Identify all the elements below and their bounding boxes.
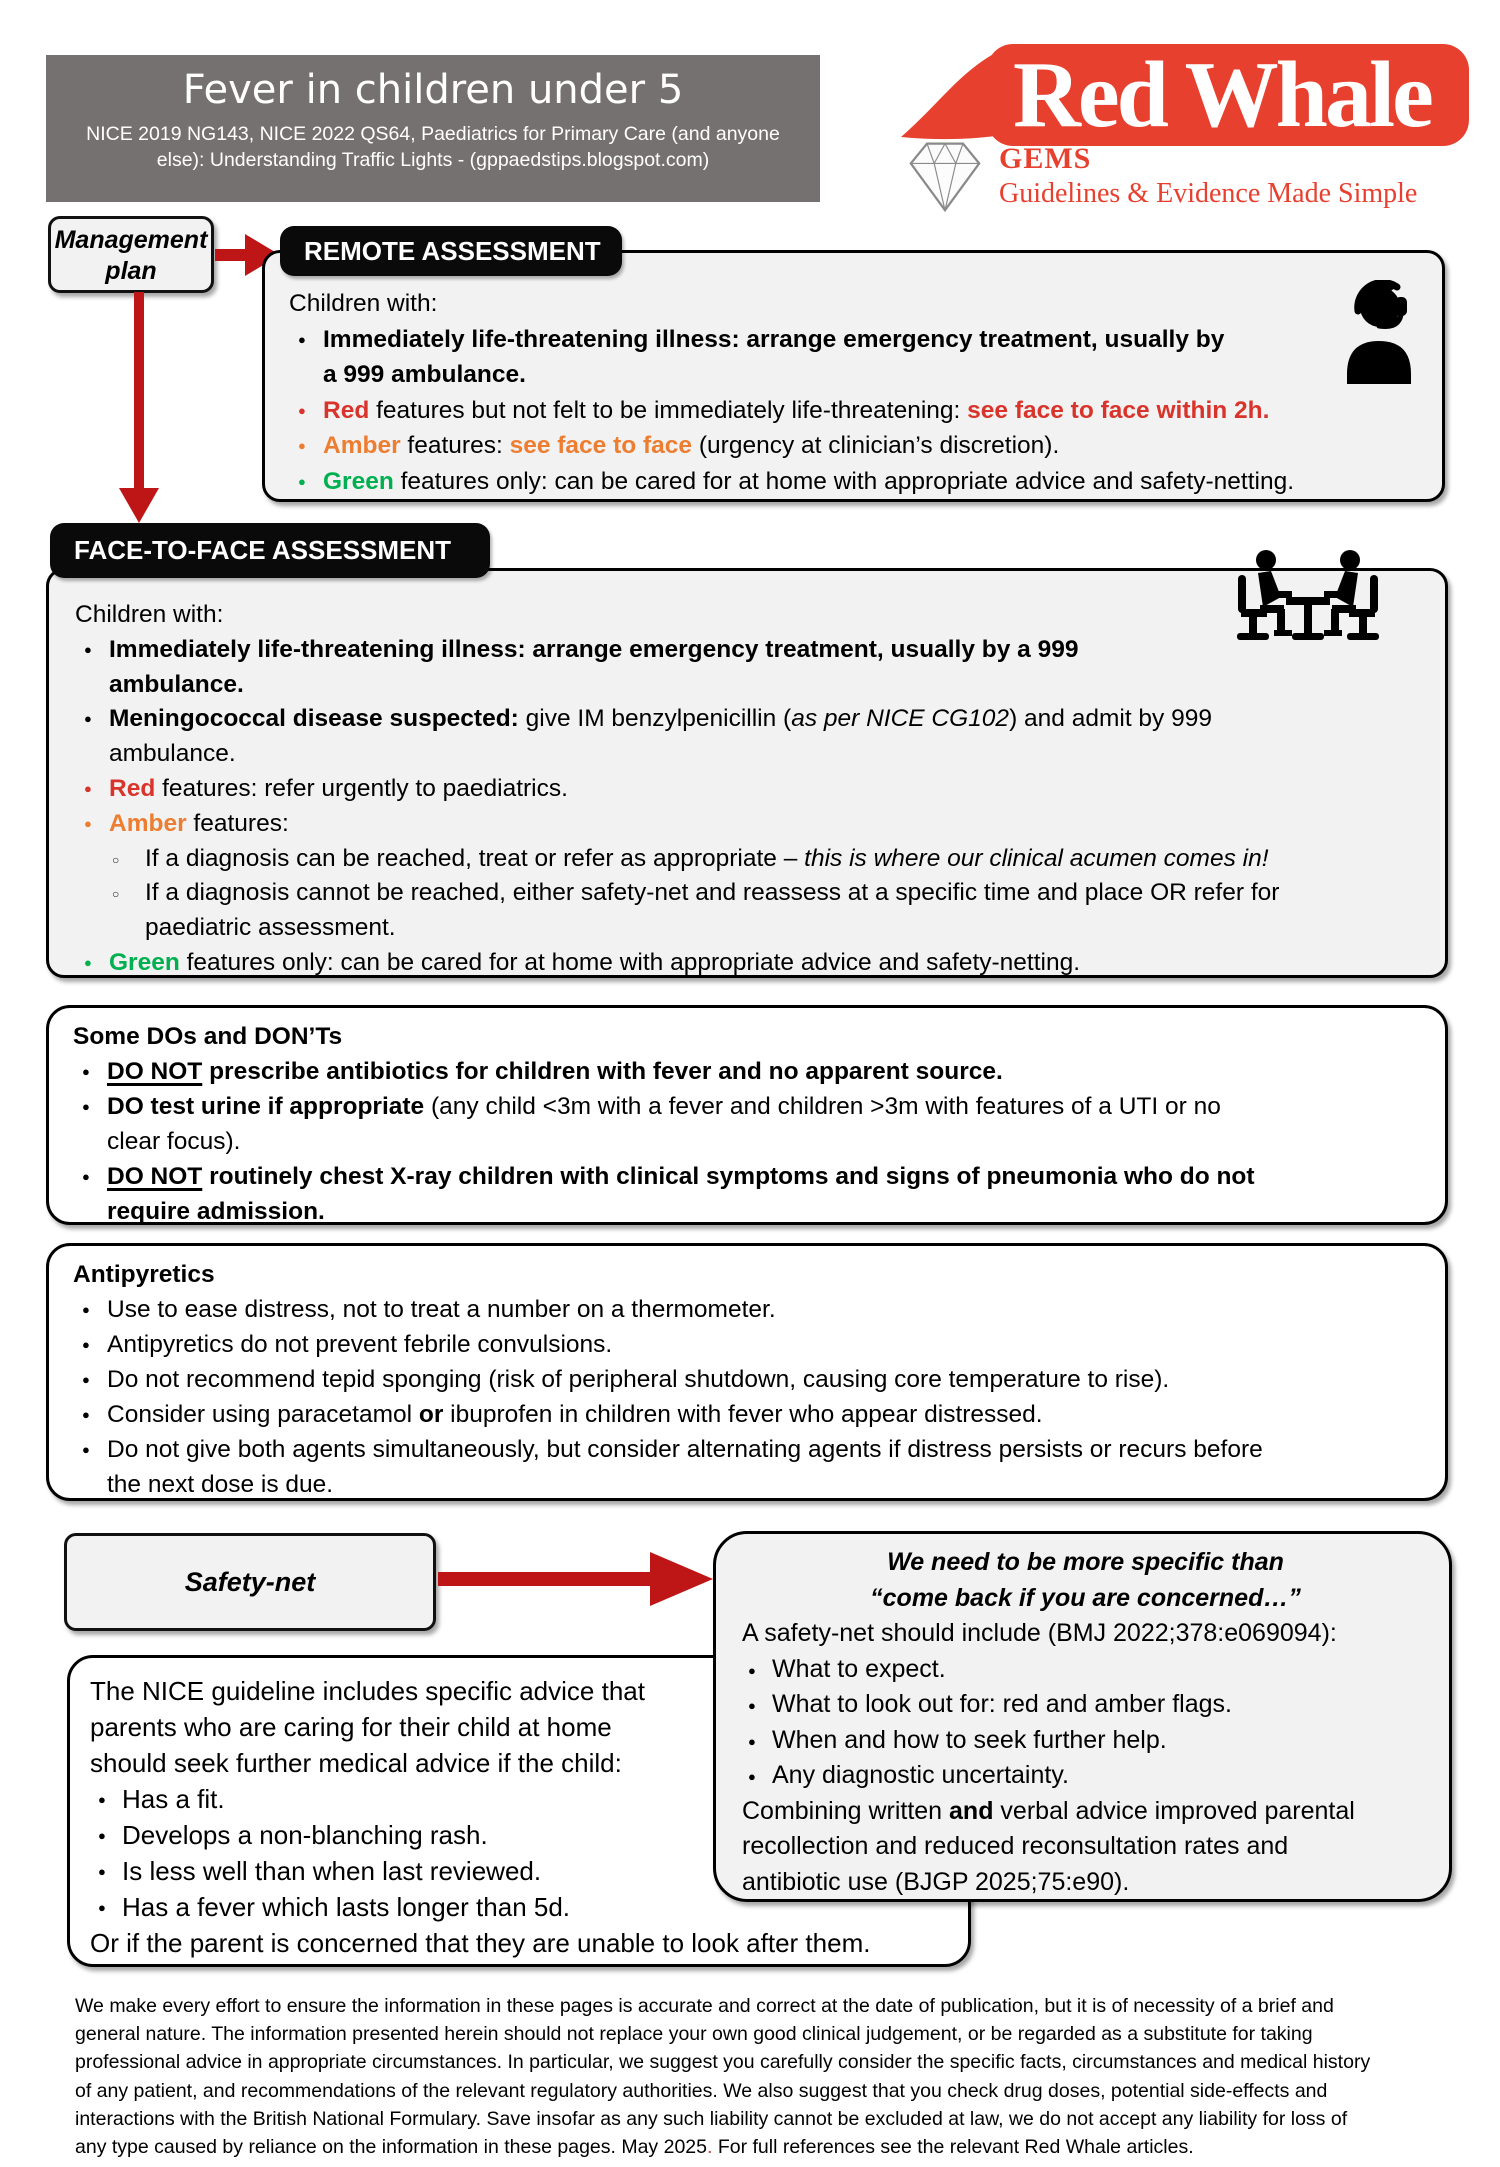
face-to-face-assessment-title: FACE-TO-FACE ASSESSMENT — [50, 523, 490, 578]
remote-bullet-red: ● Red features but not felt to be immediately life-threatening: see face to face within 2h. — [289, 393, 1424, 429]
gems-label: GEMS — [999, 142, 1092, 175]
antipyretics-bullet-alternating: ● Do not give both agents simultaneously, but consider alternating agents if distress persists or recurs before the next dose is due. — [73, 1432, 1421, 1502]
antipyretics-bullet-distress: ● Use to ease distress, not to treat a number on a thermometer. — [73, 1292, 1421, 1327]
disclaimer-line: general nature. The information presented herein should not replace your own good clinical judgement, or be regarded as a substitute for taking — [75, 2023, 1313, 2046]
redwhale-logo — [895, 30, 1473, 216]
remote-intro: Children with: — [289, 290, 438, 317]
page-header — [46, 55, 820, 202]
disclaimer-line: We make every effort to ensure the information in these pages is accurate and correct at the date of publication, but it is of necessity of a brief and — [75, 1995, 1334, 2017]
antipyretics-title: Antipyretics — [73, 1261, 215, 1288]
disclaimer-line: professional advice in appropriate circumstances. In particular, we suggest you carefully consider the specific facts, circumstances and medical history — [75, 2051, 1371, 2074]
face-bullet-life-threatening: ● Immediately life-threatening illness: arrange emergency treatment, usually by a 999 ambulance. — [75, 633, 1427, 703]
remote-assessment-box — [262, 250, 1445, 502]
safety-net-intro: A safety-net should include (BMJ 2022;378:e069094): — [742, 1619, 1337, 1647]
face-bullet-red: ● Red features: refer urgently to paediatrics. — [75, 772, 1427, 807]
page-subtitle: NICE 2019 NG143, NICE 2022 QS64, Paediatrics for Primary Care (and anyone else): Understanding Traffic Lights - (gppaedstips.blogspot.com) — [86, 123, 780, 171]
meeting-table-icon — [1228, 545, 1388, 657]
nice-advice-line: The NICE guideline includes specific advice that — [90, 1676, 645, 1706]
arrow-safety-net-icon — [438, 1550, 714, 1608]
right-person — [1324, 550, 1379, 640]
dos-bullet-no-antibiotics: ● DO NOT prescribe antibiotics for children with fever and no apparent source. — [73, 1054, 1421, 1089]
nice-bullet-less-well: ● Is less well than when last reviewed. — [90, 1853, 944, 1889]
dos-donts-box — [46, 1005, 1448, 1225]
dos-title: Some DOs and DON’Ts — [73, 1023, 343, 1050]
nice-bullet-fever-5d: ● Has a fever which lasts longer than 5d. — [90, 1889, 944, 1925]
face-bullet-meningococcal: ● Meningococcal disease suspected: give IM benzylpenicillin (as per NICE CG102) and admit by 999 ambulance. — [75, 702, 1427, 772]
safety-net-detail-box — [713, 1531, 1452, 1902]
face-bullet-amber: ● Amber features: — [75, 807, 1427, 842]
dos-bullet-no-xray: ● DO NOT routinely chest X-ray children with clinical symptoms and signs of pneumonia who do not require admission. — [73, 1159, 1421, 1229]
nice-advice-outro: Or if the parent is concerned that they are unable to look after them. — [90, 1928, 871, 1958]
nice-advice-line: parents who are caring for their child at home — [90, 1712, 612, 1742]
antipyretics-bullet-convulsions: ● Antipyretics do not prevent febrile convulsions. — [73, 1327, 1421, 1362]
safety-net-quote-line1: We need to be more specific than — [887, 1548, 1284, 1576]
safety-net-quote-line2: “come back if you are concerned…” — [870, 1583, 1301, 1612]
table — [1286, 597, 1330, 640]
nice-bullet-rash: ● Develops a non-blanching rash. — [90, 1817, 944, 1853]
nice-bullet-fit: ● Has a fit. — [90, 1781, 944, 1817]
face-amber-sub-diagnosis-not-reached: ○ If a diagnosis cannot be reached, either safety-net and reassess at a specific time and place OR refer for paediatric assessment. — [75, 876, 1427, 946]
disclaimer-line: any type caused by reliance on the information in these pages. May 2025. For full references see the relevant Red Whale articles. — [75, 2136, 1194, 2159]
antipyretics-box — [46, 1243, 1448, 1501]
face-intro: Children with: — [75, 601, 224, 628]
dos-bullet-test-urine: ● DO test urine if appropriate (any child <3m with a fever and children >3m with features of a UTI or no clear focus). — [73, 1089, 1421, 1159]
remote-assessment-title: REMOTE ASSESSMENT — [280, 226, 622, 276]
disclaimer-line: of any patient, and recommendations of the relevant regulatory authorities. We also suggest that you check drug doses, potential side-effects and — [75, 2079, 1328, 2102]
brand-tagline: Guidelines & Evidence Made Simple — [999, 178, 1418, 209]
safetynet-bullet-help: ● When and how to seek further help. — [742, 1723, 1429, 1759]
safetynet-bullet-uncertainty: ● Any diagnostic uncertainty. — [742, 1758, 1429, 1794]
safetynet-bullet-expect: ● What to expect. — [742, 1652, 1429, 1688]
brand-wordmark-text: Red Whale — [1013, 43, 1431, 147]
disclaimer — [75, 1992, 1475, 2161]
remote-bullet-green: ● Green features only: can be cared for at home with appropriate advice and safety-netting. — [289, 464, 1424, 500]
safety-net-box: Safety-net — [64, 1533, 436, 1631]
remote-bullet-amber: ● Amber features: see face to face (urgency at clinician’s discretion). — [289, 428, 1424, 464]
management-plan-box: Management plan — [48, 216, 214, 293]
face-amber-sub-diagnosis-reached: ○ If a diagnosis can be reached, treat or refer as appropriate – this is where our clinical acumen comes in! — [75, 842, 1427, 877]
safetynet-footer: Combining written and verbal advice improved parental recollection and reduced reconsultation rates and antibiotic use (BJGP 2025;75:e90). — [742, 1796, 1355, 1896]
page-title: Fever in children under 5 — [182, 67, 684, 113]
face-bullet-green: ● Green features only: can be cared for at home with appropriate advice and safety-netting. — [75, 946, 1427, 981]
antipyretics-bullet-sponging: ● Do not recommend tepid sponging (risk of peripheral shutdown, causing core temperature to rise). — [73, 1362, 1421, 1397]
nice-advice-line: should seek further medical advice if the child: — [90, 1748, 622, 1778]
arrow-to-face-icon — [117, 292, 161, 524]
antipyretics-bullet-paracetamol: ● Consider using paracetamol or ibuprofen in children with fever who appear distressed. — [73, 1397, 1421, 1432]
disclaimer-line: interactions with the British National Formulary. Save insofar as any such liability cannot be excluded at law, we do not accept any liability for loss of — [75, 2107, 1348, 2130]
safetynet-bullet-flags: ● What to look out for: red and amber flags. — [742, 1687, 1429, 1723]
gems-diamond-icon — [900, 136, 990, 216]
remote-bullet-life-threatening: ● Immediately life-threatening illness: arrange emergency treatment, usually by a 999 ambulance. — [289, 322, 1424, 393]
headset-operator-icon — [1346, 280, 1412, 384]
left-person — [1237, 550, 1292, 640]
